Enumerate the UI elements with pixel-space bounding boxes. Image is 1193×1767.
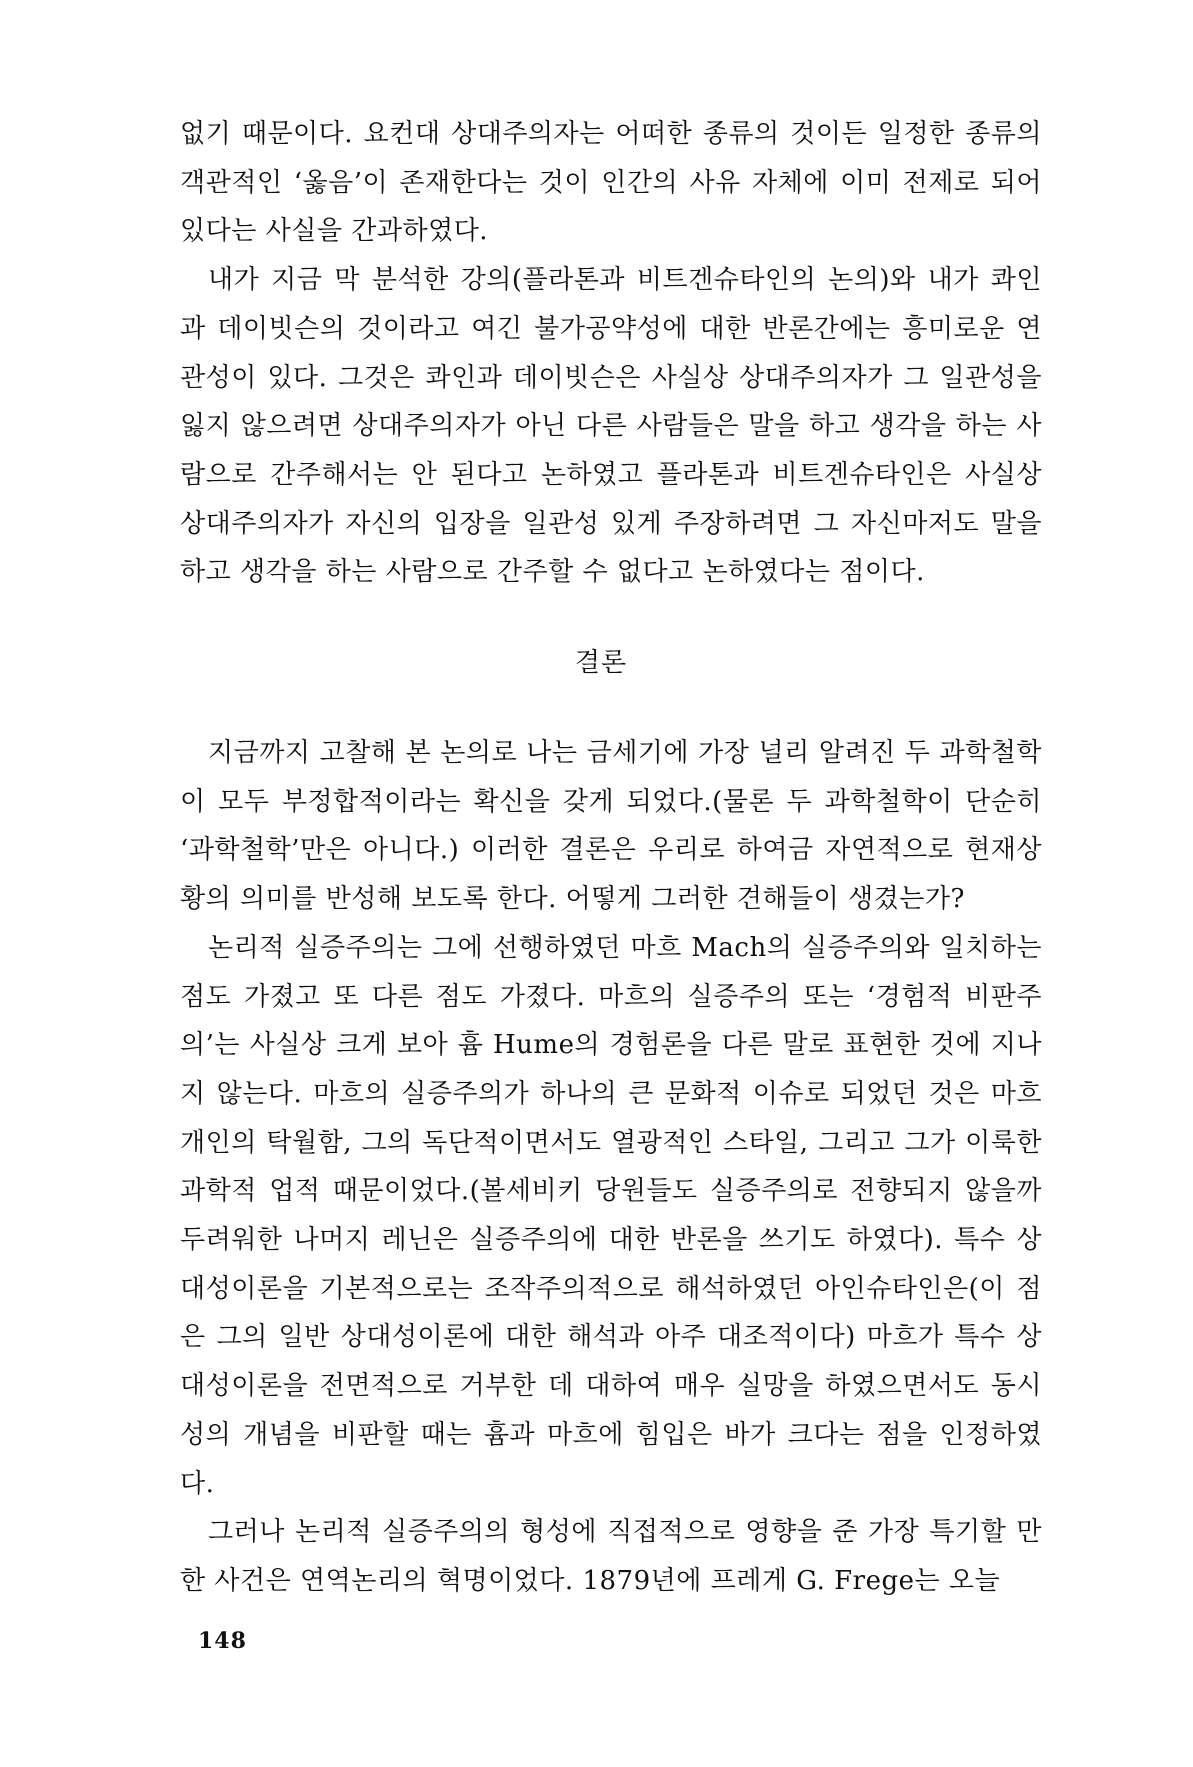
paragraph-continuation: 없기 때문이다. 요컨대 상대주의자는 어떠한 종류의 것이든 일정한 종류의 객관적인 ‘옳음’이 존재한다는 것이 인간의 사유 자체에 이미 전제로 되어 있다는 사실을 간과하였다. — [180, 119, 1042, 247]
paragraph-deductive-logic: 그러나 논리적 실증주의의 형성에 직접적으로 영향을 준 가장 특기할 만한 사건은 연역논리의 혁명이었다. 1879년에 프레게 G. Frege는 오늘 — [180, 1517, 1042, 1596]
paragraph-conclusion-intro: 지금까지 고찰해 본 논의로 나는 금세기에 가장 널리 알려진 두 과학철학이 모두 부정합적이라는 확신을 갖게 되었다.(물론 두 과학철학이 단순히 ‘과학철학’만은 아니다.) 이러한 결론은 우리로 하여금 자연적으로 현재상황의 의미를 반성해 보도록 한다. 어떻게 그러한 견해들이 생겼는가? — [180, 738, 1042, 915]
paragraph-incommensurability: 내가 지금 막 분석한 강의(플라톤과 비트겐슈타인의 논의)와 내가 콰인과 데이빗슨의 것이라고 여긴 불가공약성에 대한 반론간에는 흥미로운 연관성이 있다. 그것은 콰인과 데이빗슨은 사실상 상대주의자가 그 일관성을 잃지 않으려면 상대주의자가 아닌 다른 사람들은 말을 하고 생각을 하는 사람으로 간주해서는 안 된다고 논하였고 플라톤과 비트겐슈타인은 사실상 상대주의자가 자신의 입장을 일관성 있게 주장하려면 그 자신마저도 말을 하고 생각을 하는 사람으로 간주할 수 없다고 논하였다는 점이다. — [180, 265, 1042, 588]
paragraph-positivism-mach: 논리적 실증주의는 그에 선행하였던 마흐 Mach의 실증주의와 일치하는 점도 가졌고 또 다른 점도 가졌다. 마흐의 실증주의 또는 ‘경험적 비판주의’는 사실상 크게 보아 흄 Hume의 경험론을 다른 말로 표현한 것에 지나지 않는다. 마흐의 실증주의가 하나의 큰 문화적 이슈로 되었던 것은 마흐 개인의 탁월함, 그의 독단적이면서도 열광적인 스타일, 그리고 그가 이룩한 과학적 업적 때문이었다.(볼세비키 당원들도 실증주의로 전향되지 않을까 두려워한 나머지 레닌은 실증주의에 대한 반론을 쓰기도 하였다). 특수 상대성이론을 기본적으로는 조작주의적으로 해석하였던 아인슈타인은(이 점은 그의 일반 상대성이론에 대한 해석과 아주 대조적이다) 마흐가 특수 상대성이론을 전면적으로 거부한 데 대하여 매우 실망을 하였으면서도 동시성의 개념을 비판할 때는 흄과 마흐에 힘입은 바가 크다는 점을 인정하였다. — [180, 932, 1042, 1499]
page-number: 148 — [198, 1628, 247, 1654]
page-body — [180, 110, 1042, 1606]
section-heading: 결론 — [574, 648, 628, 679]
